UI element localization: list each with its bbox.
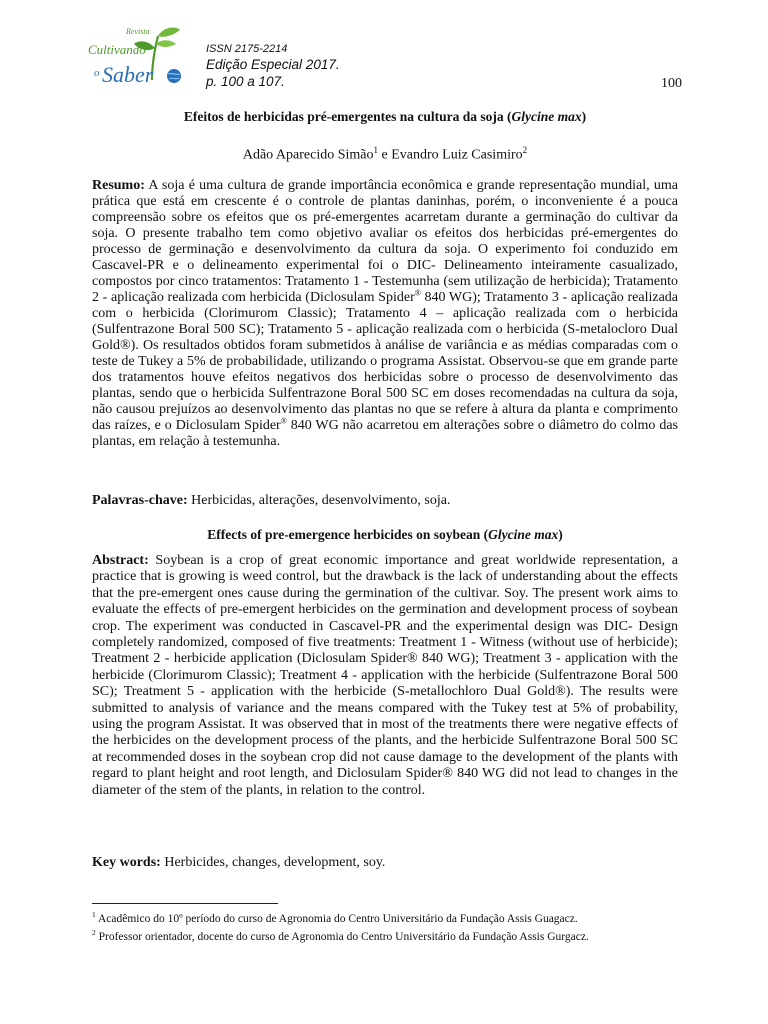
title-pt-close: ) [581,109,587,124]
keywords-pt-label: Palavras-chave: [92,493,188,508]
footnote-2-text: Professor orientador, docente do curso de Agronomia do Centro Universitário da Fundação Assis Gurgacz. [95,930,589,943]
title-pt [92,108,678,125]
title-en [92,526,678,543]
footnote-1-text: Acadêmico do 10º período do curso de Agronomia do Centro Universitário da Fundação Assis Guagacz. [95,912,578,925]
page-range: p. 100 a 107. [206,74,285,89]
issn: ISSN 2175-2214 [206,43,288,55]
logo-line2: Saber [102,62,154,87]
keywords-pt-text: Herbicidas, alterações, desenvolvimento, soja. [187,493,451,508]
keywords-en-text: Herbicides, changes, development, soy. [160,855,386,870]
resumo-reg-mark-2: ® [280,416,287,426]
footnote-2-mark: 2 [92,927,96,937]
footnote-2 [92,926,678,944]
logo-small-text: Revista [126,27,150,36]
page-number: 100 [661,76,682,91]
author-2: Evandro Luiz Casimiro [391,147,523,163]
title-en-main: Effects of pre-emergence herbicides on soybean ( [207,527,489,542]
logo-line1: Cultivando [88,42,146,57]
abstract-paragraph [92,553,678,799]
resumo-reg-mark-1: ® [414,288,421,298]
author-2-mark: 2 [522,145,528,155]
resumo-text-3: 840 WG não acarretou em alterações sobre o diâmetro do colmo das plantas, em relação à testemunha. [92,418,678,449]
abstract-label: Abstract: [92,553,149,568]
keywords-en [92,855,678,871]
keywords-en-label: Key words: [92,855,161,870]
footnotes [92,908,678,944]
author-connector: e [378,147,392,163]
title-pt-species: Glycine max [511,109,582,124]
resumo-label: Resumo: [92,178,145,193]
title-en-close: ) [558,527,563,542]
title-en-species: Glycine max [488,527,559,542]
footnote-1-mark: 1 [92,910,96,919]
keywords-pt [92,493,678,509]
logo-line2-o: o [94,67,100,79]
author-1: Adão Aparecido Simão [242,147,374,163]
journal-logo [88,22,188,90]
title-pt-main: Efeitos de herbicidas pré-emergentes na cultura da soja ( [183,109,512,124]
authors [92,141,678,165]
resumo-text-1: A soja é uma cultura de grande importância econômica e grande representação mundial, uma prática que está em crescente é o controle de plantas daninhas, porém, o inconveniente é a pouca compreensão sobre os efeitos que os pré-emergentes acarretam durante a germinação do cultivar da soja. O presente trabalho tem como objetivo avaliar os efeitos dos herbicidas pré-emergentes do processo de germinação e desenvolvimento da cultura da soja. O experimento foi conduzido em Cascavel-PR e o delineamento experimental foi o DIC- Delineamento inteiramente casualizado, compostos por cinco tratamentos: Tratamento 1 - Testemunha (sem utilização de herbicida); Tratamento 2 - aplicação realizada com herbicida (Diclosulam Spider [92,178,678,305]
edition: Edição Especial 2017. [206,57,340,72]
footnote-1 [92,908,678,926]
journal-info [206,42,340,90]
footnote-divider [92,903,278,904]
resumo-paragraph [92,178,678,450]
abstract-text: Soybean is a crop of great economic importance and great worldwide representation, a practice that is growing is weed control, but the drawback is the lack of understanding about the effects that the pre-emergent ones cause during the germination of the cultivar. Soy. The present work aims to evaluate the effects of pre-emergent herbicides on the germination and development process of soybean crop. The experiment was conducted in Cascavel-PR and the experimental design was DIC- Design completely randomized, composed of five treatments: Treatment 1 - Witness (without use of herbicide); Treatment 2 - herbicide application (Diclosulam Spider® 840 WG); Treatment 3 - application with the herbicide (Clorimurom Classic); Treatment 4 - application with the herbicide (Sulfentrazone Boral 500 SC); Treatment 5 - application with the herbicide (S-metallochloro Dual Gold®). The results were submitted to analysis of variance and the means compared with the Tukey test at 5% of probability, using the program Assistat. It was observed that in most of the treatments there were negative effects of the herbicides on the development process of the plants, and the herbicide Sulfentrazone Boral 500 SC at recommended doses in the soybean crop did not cause damage to the development of the plants with regard to plant height and root length, and Diclosulam Spider® 840 WG did not lead to changes in the diameter of the stem of the plants, in relation to the control. [92,553,678,798]
author-1-mark: 1 [373,145,378,155]
resumo-text-2: 840 WG); Tratamento 3 - aplicação realizada com o herbicida (Clorimurom Classic); Tratamento 4 – aplicação realizada com o herbicida (Sulfentrazone Boral 500 SC); Tratamento 5 - aplicação realizada com o herbicida (S-metalocloro Dual Gold®). Os resultados obtidos foram submetidos à análise de variância e as médias comparadas com o teste de Tukey a 5% de probabilidade, utilizando o programa Assistat. Observou-se que em grande parte dos tratamentos houve efeitos negativos dos herbicidas sobre o processo de desenvolvimento das plantas, sendo que o herbicida Sulfentrazone Boral 500 SC em doses recomendadas na cultura da soja, não causou prejuízos ao desenvolvimento das plantas no que se refere à altura da planta e comprimento das raízes, e o Diclosulam Spider [92,290,678,433]
logo-plant-icon [88,22,188,90]
